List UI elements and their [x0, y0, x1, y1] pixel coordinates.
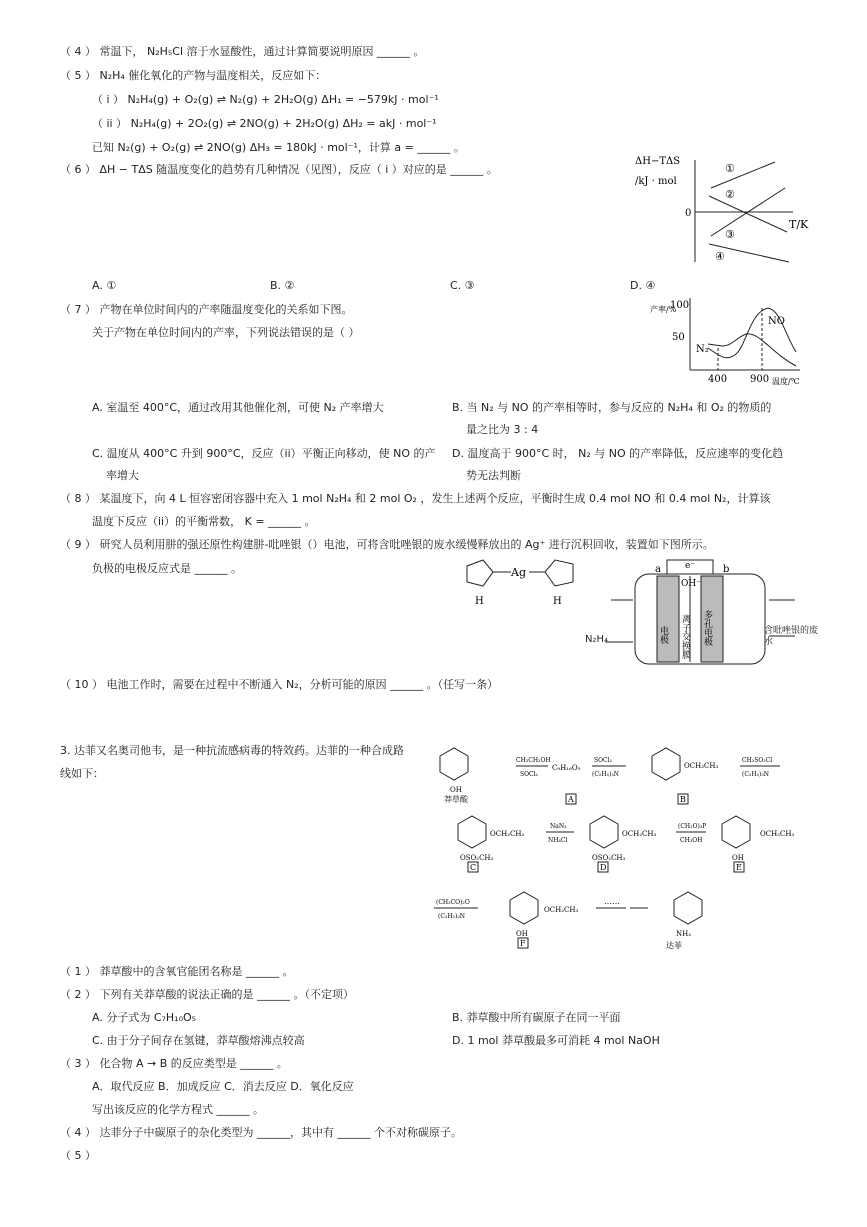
compound-d-oms: OSO₂CH₃	[592, 854, 626, 862]
compound-e-oh: OH	[732, 854, 744, 862]
left-electrode	[657, 576, 679, 662]
q2-part6: （ 6 ） ΔH − TΔS 随温度变化的趋势有几种情况（见图），反应（ i ）对应的是 ______ 。	[60, 163, 498, 176]
compound-b-ring	[652, 748, 680, 780]
fig6-ylabel2: /kJ · mol	[635, 176, 677, 187]
q3-p2-option-c: C. 由于分子间存在氢键，莽草酸熔沸点较高	[92, 1034, 305, 1047]
q3-p3-options: A．取代反应 B．加成反应 C．消去反应 D．氧化反应	[92, 1080, 354, 1093]
tamiflu-ring	[674, 892, 702, 924]
terminal-a: a	[655, 564, 661, 575]
q3-part3: （ 3 ） 化合物 A → B 的反应类型是 ______ 。	[60, 1057, 288, 1070]
q2-part7-question: 关于产物在单位时间内的产率，下列说法错误的是（ ）	[92, 326, 360, 339]
q3-part1: （ 1 ） 莽草酸中的含氧官能团名称是 ______ 。	[60, 965, 294, 978]
reagent-3b: (C₂H₅)₃N	[742, 771, 769, 778]
reagent-2a: SOCl₂	[594, 757, 612, 764]
reagent-3a: CH₃SO₂Cl	[742, 757, 773, 764]
tamiflu-label: 达菲	[666, 941, 682, 950]
pyrazole-silver-structure	[455, 552, 595, 610]
shikimic-acid-label: 莽草酸	[444, 795, 468, 804]
dh-tds-figure	[625, 150, 815, 270]
shikimic-oh: OH	[450, 786, 462, 794]
q2-part9: （ 9 ） 研究人员利用肼的强还原性构建肼-吡唑银（）电池，可将含吡唑银的废水缓慢释放出的 Ag⁺ 进行沉积回收，装置如下图所示。	[60, 538, 714, 551]
tamiflu-nh2: NH₂	[676, 930, 692, 938]
q2-part10: （ 10 ） 电池工作时，需要在过程中不断通入 N₂，分析可能的原因 ______ 。（任写一条）	[60, 678, 499, 691]
q7-option-c-cont: 率增大	[106, 469, 139, 482]
shikimic-acid-ring	[440, 748, 468, 780]
fig6-xlabel: T/K	[789, 218, 809, 231]
fig7-ylabel: 产率/%	[650, 305, 677, 314]
compound-c-ester: OCH₂CH₃	[490, 830, 525, 838]
q7-option-d-cont: 势无法判断	[466, 469, 521, 482]
q3-part2: （ 2 ） 下列有关莽草酸的说法正确的是 ______ 。（不定项）	[60, 988, 354, 1001]
q7-option-c: C. 温度从 400°C 升到 900°C，反应（ii）平衡正向移动，使 NO 的产	[92, 447, 436, 460]
q6-option-b: B. ②	[270, 279, 295, 292]
reagent-1a: CH₃CH₂OH	[516, 757, 551, 764]
compound-c-ring	[458, 816, 486, 848]
q3-part4: （ 4 ） 达菲分子中碳原子的杂化类型为 ______，其中有 ______ 个不对称碳原子。	[60, 1126, 462, 1139]
left-pyrazole-ring	[467, 560, 493, 586]
q7-option-a: A. 室温至 400°C，通过改用其他催化剂，可使 N₂ 产率增大	[92, 401, 384, 414]
left-electrode-label: 电极	[658, 626, 668, 644]
reagent-5a: (CH₃O)₃P	[678, 823, 707, 830]
compound-f-ester: OCH₂CH₃	[544, 906, 579, 914]
reagent-4a: NaN₃	[550, 823, 567, 830]
reagent-5b: CH₃OH	[680, 837, 703, 844]
fig6-line-2	[709, 196, 787, 232]
fig6-label-4: ④	[715, 250, 725, 263]
fig7-y100: 100	[670, 300, 690, 311]
q7-option-d: D. 温度高于 900°C 时， N₂ 与 NO 的产率降低，反应速率的变化趋	[452, 447, 784, 460]
compound-a-formula: C₉H₁₆O₅	[552, 764, 581, 772]
fig6-label-2: ②	[725, 188, 735, 201]
membrane-label: 离子交换膜	[680, 614, 690, 659]
compound-e-ring	[722, 816, 750, 848]
fig6-zero: 0	[685, 208, 692, 219]
right-pyrazole-ring	[545, 560, 573, 586]
yield-figure	[650, 292, 810, 388]
q3-p3-equation: 写出该反应的化学方程式 ______ 。	[92, 1103, 264, 1116]
reagent-6b: (C₂H₅)₃N	[438, 913, 465, 920]
q7-option-b: B. 当 N₂ 与 NO 的产率相等时，参与反应的 N₂H₄ 和 O₂ 的物质的	[452, 401, 772, 414]
electron-label: e⁻	[685, 561, 696, 571]
fig7-xlabel: 温度/℃	[772, 377, 800, 386]
fig7-y50: 50	[672, 332, 685, 343]
fig7-x400: 400	[708, 374, 728, 385]
compound-e-ester: OCH₂CH₃	[760, 830, 795, 838]
q2-part8-cont: 温度下反应（ii）的平衡常数， K = ______ 。	[92, 515, 316, 528]
given-reaction: 已知 N₂(g) + O₂(g) ⇌ 2NO(g) ΔH₃ = 180kJ · mol⁻¹，计算 a = ______ 。	[92, 141, 465, 154]
fig7-n2-curve	[708, 334, 796, 366]
waste-water-label: 含吡唑银的废水	[764, 626, 819, 647]
box-a-label: A	[568, 795, 574, 804]
battery-device-figure	[605, 556, 805, 668]
right-electrode-label: 多孔电极	[702, 610, 712, 646]
q6-option-a: A. ①	[92, 279, 117, 292]
synthesis-route	[430, 736, 820, 958]
reaction-ii: （ ii ） N₂H₄(g) + 2O₂(g) ⇌ 2NO(g) + 2H₂O(g) ΔH₂ = akJ · mol⁻¹	[92, 117, 437, 130]
n2h4-label: N₂H₄	[585, 634, 609, 645]
compound-c-oms: OSO₂CH₃	[460, 854, 494, 862]
ag-atom: Ag	[511, 566, 526, 579]
fig6-label-1: ①	[725, 162, 735, 175]
box-e-label: E	[736, 863, 742, 872]
box-c-label: C	[470, 863, 477, 872]
q6-option-c: C. ③	[450, 279, 475, 292]
q3-intro-cont: 线如下：	[60, 767, 104, 780]
q3-p2-option-d: D. 1 mol 莽草酸最多可消耗 4 mol NaOH	[452, 1034, 660, 1047]
right-h-atom: H	[553, 596, 562, 607]
fig7-no-label: NO	[768, 316, 785, 327]
q3-p2-option-a: A. 分子式为 C₇H₁₀O₅	[92, 1011, 197, 1024]
fig7-x900: 900	[750, 374, 770, 385]
compound-d-ester: OCH₂CH₃	[622, 830, 657, 838]
compound-d-ring	[590, 816, 618, 848]
q2-part4: （ 4 ） 常温下， N₂H₅Cl 溶于水显酸性，通过计算简要说明原因 ______ 。	[60, 45, 425, 58]
terminal-b: b	[723, 564, 730, 575]
box-d-label: D	[600, 863, 607, 872]
fig7-n2-label: N₂	[696, 344, 709, 355]
q3-part5: （ 5 ）	[60, 1149, 96, 1162]
compound-f-oh: OH	[516, 930, 528, 938]
box-f-label: F	[520, 939, 526, 948]
q3-intro: 3. 达菲又名奥司他韦，是一种抗流感病毒的特效药。达菲的一种合成路	[60, 744, 404, 757]
compound-b-ester: OCH₂CH₃	[684, 762, 719, 770]
reaction-i: （ i ） N₂H₄(g) + O₂(g) ⇌ N₂(g) + 2H₂O(g) ΔH₁ = −579kJ · mol⁻¹	[92, 93, 439, 106]
q2-part9-question: 负极的电极反应式是 ______ 。	[92, 562, 242, 575]
q3-p2-option-b: B. 莽草酸中所有碳原子在同一平面	[452, 1011, 621, 1024]
q2-part5: （ 5 ） N₂H₄ 催化氧化的产物与温度相关，反应如下：	[60, 69, 327, 82]
reagent-6a: (CH₃CO)₂O	[436, 899, 470, 906]
fig6-line-1	[711, 162, 775, 188]
box-b-label: B	[680, 795, 686, 804]
reagent-2b: (C₂H₅)₃N	[592, 771, 619, 778]
hydroxide-label: OH⁻	[681, 579, 701, 589]
left-h-atom: H	[475, 596, 484, 607]
compound-f-ring	[510, 892, 538, 924]
reagent-1b: SOCl₂	[520, 771, 538, 778]
reagent-4b: NH₄Cl	[548, 837, 568, 844]
route-dots: ……	[604, 897, 620, 906]
q2-part8: （ 8 ） 某温度下，向 4 L 恒容密闭容器中充入 1 mol N₂H₄ 和 2 mol O₂ ，发生上述两个反应，平衡时生成 0.4 mol NO 和 0.4 mol N₂，计算该	[60, 492, 771, 505]
q7-option-b-cont: 量之比为 3 : 4	[466, 423, 539, 436]
fig6-ylabel1: ΔH−TΔS	[635, 156, 681, 167]
q6-option-d: D. ④	[630, 279, 656, 292]
fig6-label-3: ③	[725, 228, 735, 241]
q2-part7: （ 7 ） 产物在单位时间内的产率随温度变化的关系如下图。	[60, 303, 353, 316]
